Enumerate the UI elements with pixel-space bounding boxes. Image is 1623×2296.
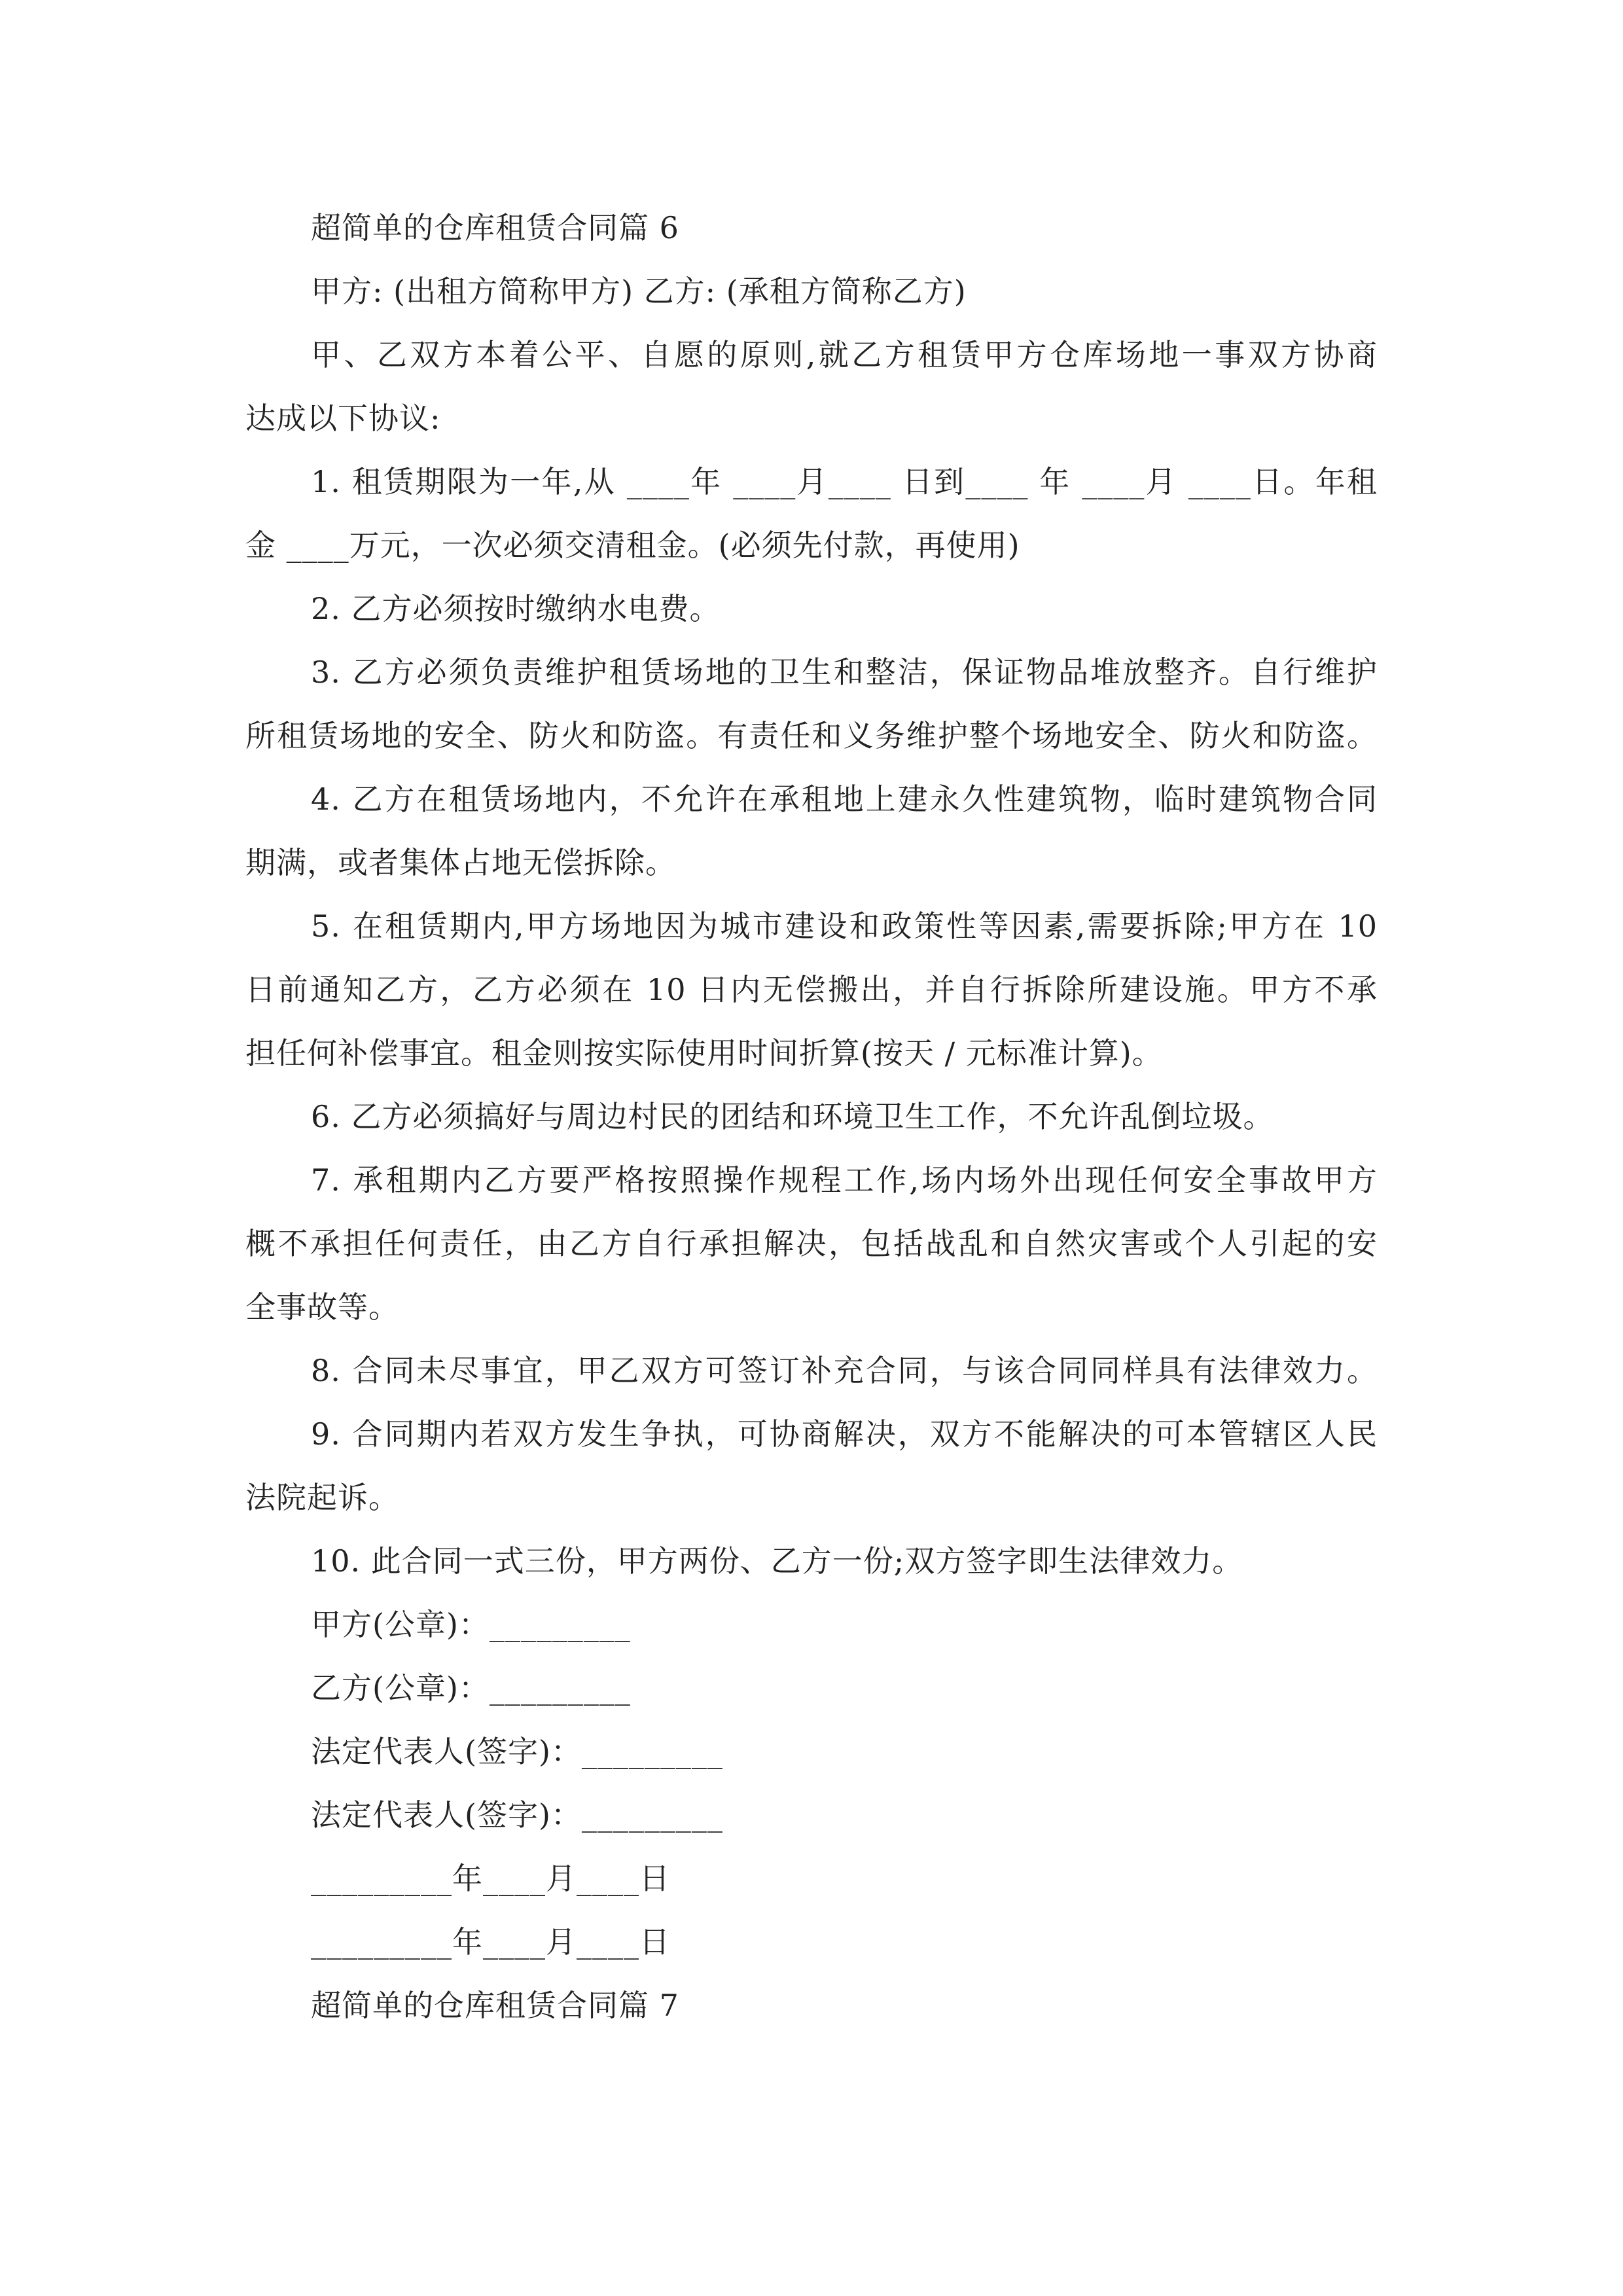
document-line: _________年____月____日 [311, 1924, 670, 1960]
document-line: 超简单的仓库租赁合同篇 6 [311, 210, 679, 245]
document-line: 达成以下协议: [245, 401, 441, 436]
document-line: 3. 乙方必须负责维护租赁场地的卫生和整洁，保证物品堆放整齐。自行维护 [311, 655, 1378, 690]
document-body [245, 196, 1378, 2037]
document-line: 乙方(公章)：_________ [311, 1670, 631, 1706]
document-line: 所租赁场地的安全、防火和防盗。有责任和义务维护整个场地安全、防火和防盗。 [245, 718, 1378, 753]
document-line: 法定代表人(签字)：_________ [311, 1797, 723, 1833]
document-line: 10. 此合同一式三份，甲方两份、乙方一份;双方签字即生法律效力。 [311, 1543, 1243, 1579]
document-line: 7. 承租期内乙方要严格按照操作规程工作,场内场外出现任何安全事故甲方 [311, 1162, 1378, 1198]
document-line: 甲方(公章)：_________ [311, 1607, 631, 1642]
document-line: 日前通知乙方，乙方必须在 10 日内无偿搬出，并自行拆除所建设施。甲方不承 [245, 972, 1378, 1007]
document-line: 全事故等。 [245, 1289, 399, 1325]
document-line: 概不承担任何责任，由乙方自行承担解决，包括战乱和自然灾害或个人引起的安 [245, 1226, 1378, 1261]
document-line: 8. 合同未尽事宜，甲乙双方可签订补充合同，与该合同同样具有法律效力。 [311, 1353, 1378, 1388]
document-line: 金 ____万元，一次必须交清租金。(必须先付款，再使用) [245, 528, 1020, 563]
document-line: 法定代表人(签字)：_________ [311, 1734, 723, 1769]
document-line: 甲、乙双方本着公平、自愿的原则,就乙方租赁甲方仓库场地一事双方协商 [311, 337, 1378, 372]
document-line: 担任何补偿事宜。租金则按实际使用时间折算(按天 / 元标准计算)。 [245, 1035, 1163, 1071]
document-line: 法院起诉。 [245, 1480, 399, 1515]
document-line: 甲方: (出租方简称甲方) 乙方: (承租方简称乙方) [311, 274, 967, 309]
document-line: 1. 租赁期限为一年,从 ____年 ____月____ 日到____ 年 ____月 ____日。年租 [311, 464, 1378, 499]
document-line: 4. 乙方在租赁场地内，不允许在承租地上建永久性建筑物，临时建筑物合同 [311, 781, 1378, 817]
document-line: 超简单的仓库租赁合同篇 7 [311, 1988, 679, 2023]
document-line: 6. 乙方必须搞好与周边村民的团结和环境卫生工作，不允许乱倒垃圾。 [311, 1099, 1274, 1134]
document-line: 9. 合同期内若双方发生争执，可协商解决，双方不能解决的可本管辖区人民 [311, 1416, 1378, 1452]
document-line: _________年____月____日 [311, 1861, 670, 1896]
document-line: 5. 在租赁期内,甲方场地因为城市建设和政策性等因素,需要拆除;甲方在 10 [311, 908, 1378, 944]
document-line: 2. 乙方必须按时缴纳水电费。 [311, 591, 721, 626]
document-line: 期满，或者集体占地无偿拆除。 [245, 845, 676, 880]
